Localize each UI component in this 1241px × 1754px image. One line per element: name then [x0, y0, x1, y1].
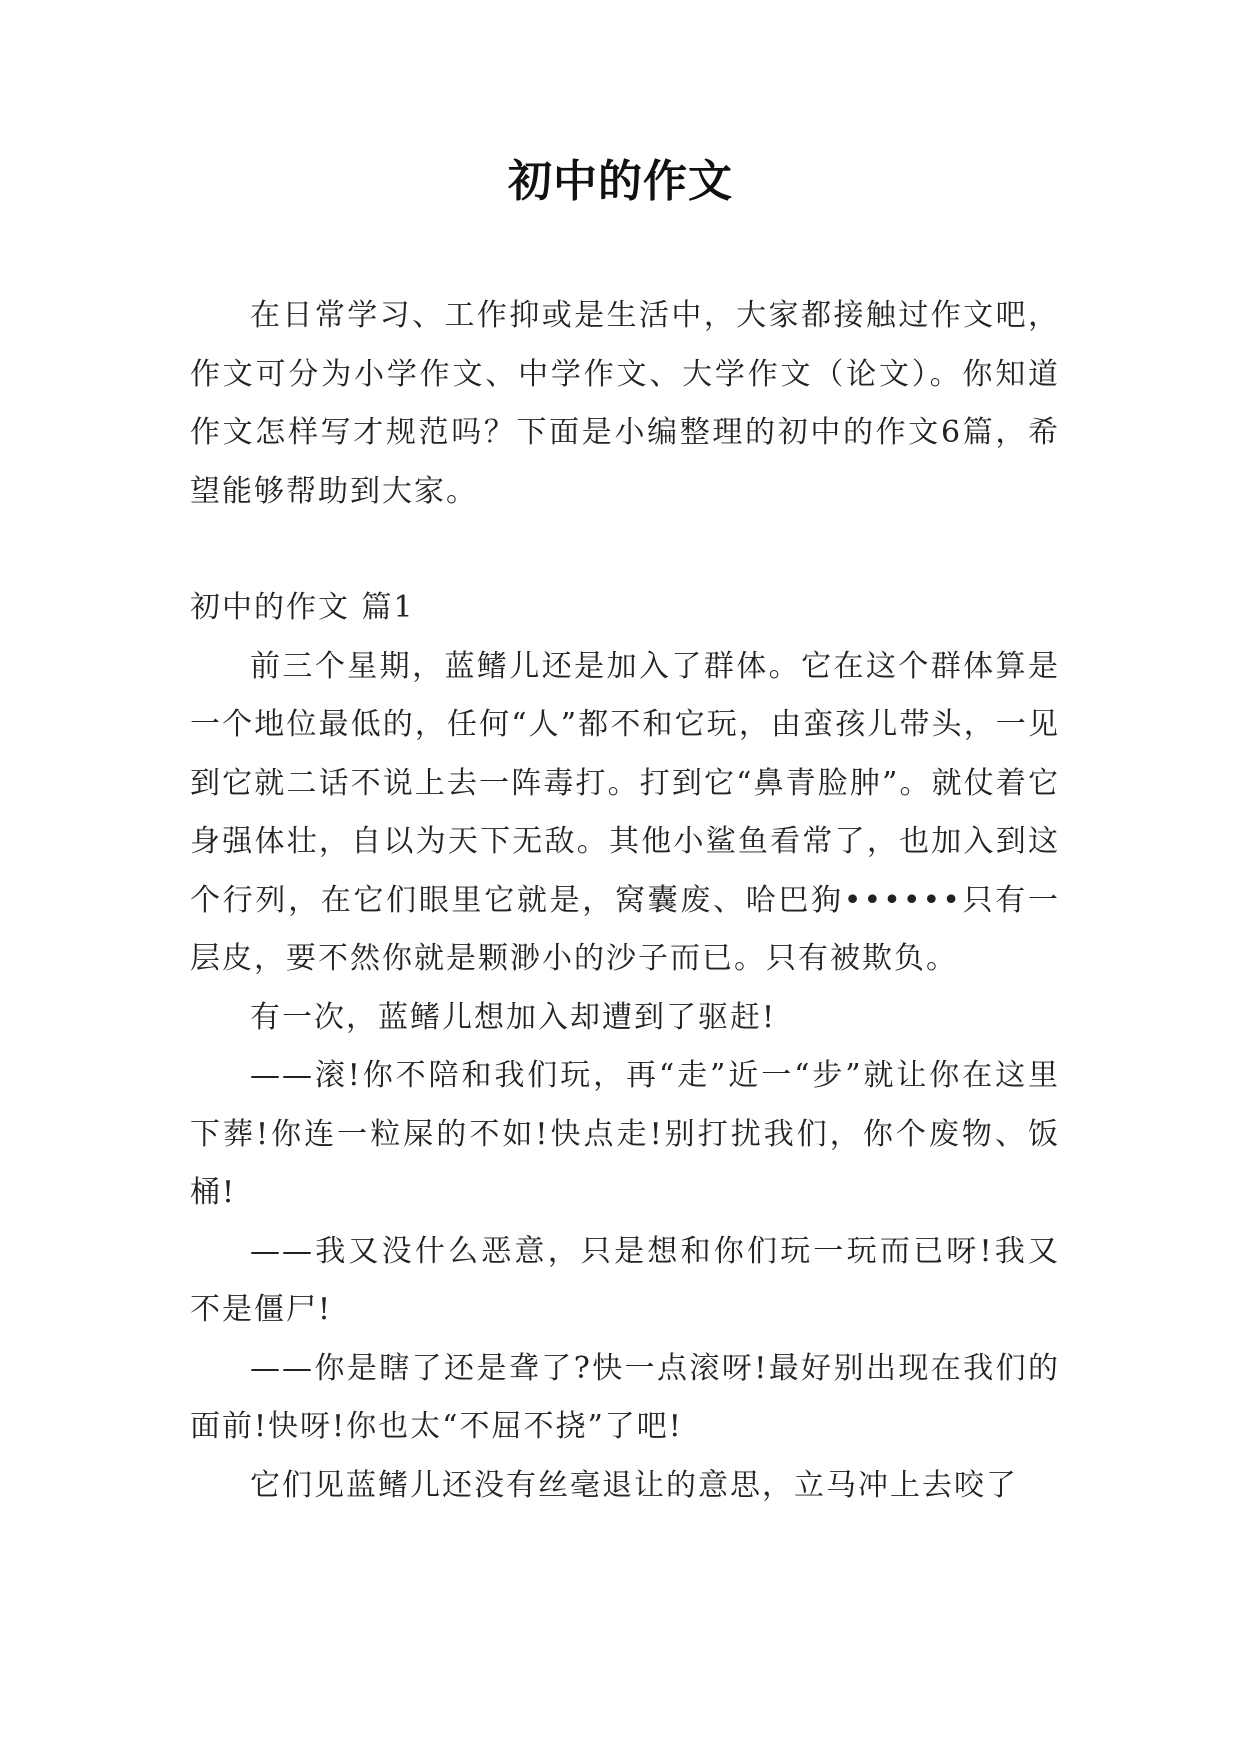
section-heading: 初中的作文 篇1	[190, 590, 415, 625]
body-paragraph: ——你是瞎了还是聋了?快一点滚呀!最好别出现在我们的面前!快呀!你也太“不屈不挠”了吧!	[190, 1350, 1060, 1444]
body-paragraph: 前三个星期，蓝鳍儿还是加入了群体。它在这个群体算是一个地位最低的，任何“人”都不和它玩，由蛮孩儿带头，一见到它就二话不说上去一阵毒打。打到它“鼻青脸肿”。就仗着它身强体壮，自以为天下无敌。其他小鲨鱼看常了，也加入到这个行列，在它们眼里它就是，窝囊废、哈巴狗••••••只有一层皮，要不然你就是颗渺小的沙子而已。只有被欺负。	[190, 648, 1060, 976]
body-paragraph: ——我又没什么恶意，只是想和你们玩一玩而已呀!我又不是僵尸!	[190, 1233, 1060, 1327]
body-paragraph: 有一次，蓝鳍儿想加入却遭到了驱赶!	[250, 999, 777, 1035]
document-body	[190, 287, 1060, 1515]
intro-paragraph: 在日常学习、工作抑或是生活中，大家都接触过作文吧，作文可分为小学作文、中学作文、大学作文（论文）。你知道作文怎样写才规范吗？下面是小编整理的初中的作文6篇，希望能够帮助到大家。	[190, 298, 1060, 509]
body-paragraph: ——滚!你不陪和我们玩，再“走”近一“步”就让你在这里下葬!你连一粒屎的不如!快点走!别打扰我们，你个废物、饭桶!	[190, 1058, 1060, 1210]
page-title: 初中的作文	[508, 156, 733, 207]
body-paragraph: 它们见蓝鳍儿还没有丝毫退让的意思，立马冲上去咬了	[250, 1467, 1018, 1503]
